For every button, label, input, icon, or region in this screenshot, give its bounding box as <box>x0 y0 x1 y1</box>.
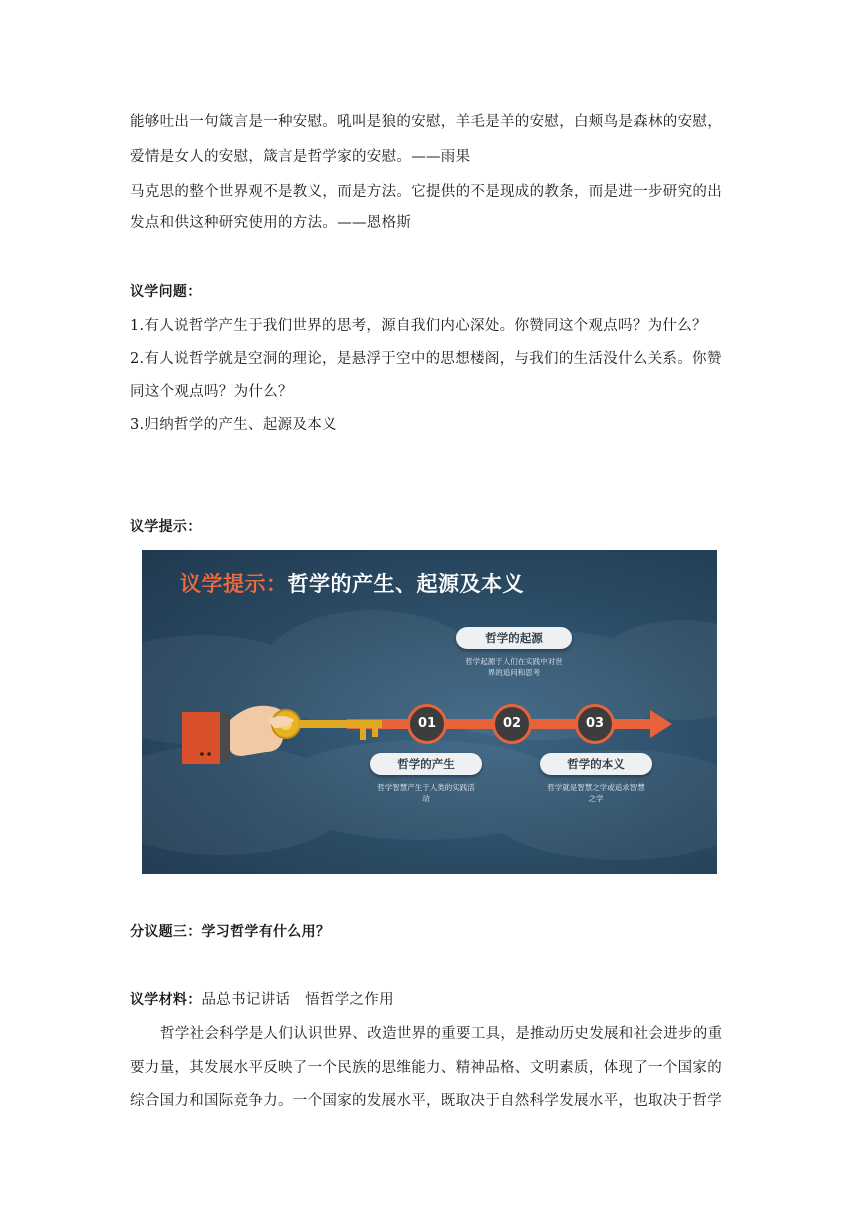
quote-engels-line-2: 发点和供这种研究使用的方法。——恩格斯 <box>130 215 412 231</box>
step-03-circle: 03 <box>575 704 615 744</box>
step-01-circle: 01 <box>407 704 447 744</box>
hand-key-icon <box>182 690 402 770</box>
step-02-label: 哲学的起源 <box>456 627 572 649</box>
material-paragraph-line-2: 要力量，其发展水平反映了一个民族的思维能力、精神品格、文明素质，体现了一个国家的 <box>130 1060 722 1076</box>
question-3: 3.归纳哲学的产生、起源及本义 <box>130 417 337 433</box>
step-02-note-line-1: 哲学起源于人们在实践中对世 <box>465 657 563 666</box>
quote-hugo-line-1: 能够吐出一句箴言是一种安慰。吼叫是狼的安慰，羊毛是羊的安慰，白颊鸟是森林的安慰， <box>130 114 722 130</box>
slide-title-rest: 哲学的产生、起源及本义 <box>287 572 524 596</box>
hint-heading: 议学提示： <box>130 519 202 535</box>
step-02-note <box>438 656 590 678</box>
quote-hugo-line-2: 爱情是女人的安慰，箴言是哲学家的安慰。——雨果 <box>130 149 471 165</box>
hint-slide-image <box>142 550 717 874</box>
step-03-label: 哲学的本义 <box>540 753 652 775</box>
step-01-note-line-2: 动 <box>422 794 430 803</box>
slide-title-highlight: 议学提示： <box>180 572 288 596</box>
question-2-line-1: 2.有人说哲学就是空洞的理论，是悬浮于空中的思想楼阁，与我们的生活没什么关系。你赞 <box>130 351 722 367</box>
material-paragraph-line-3: 综合国力和国际竞争力。一个国家的发展水平，既取决于自然科学发展水平，也取决于哲学 <box>130 1093 722 1109</box>
step-02-circle: 02 <box>492 704 532 744</box>
step-03-note <box>528 782 664 804</box>
step-02-note-line-2: 界的追问和思考 <box>487 668 541 677</box>
step-01-note-line-1: 哲学智慧产生于人类的实践活 <box>377 783 475 792</box>
quote-engels-line-1: 马克思的整个世界观不是教义，而是方法。它提供的不是现成的教条，而是进一步研究的出 <box>130 184 722 200</box>
question-2-line-2: 同这个观点吗？为什么？ <box>130 384 293 400</box>
topic-3-heading: 分议题三：学习哲学有什么用？ <box>130 924 331 940</box>
step-03-note-line-1: 哲学就是智慧之学或追求智慧 <box>547 783 645 792</box>
question-1: 1.有人说哲学产生于我们世界的思考，源自我们内心深处。你赞同这个观点吗？为什么？ <box>130 318 707 334</box>
material-label: 议学材料： <box>130 992 202 1008</box>
material-title: 品总书记讲话 悟哲学之作用 <box>201 992 394 1008</box>
step-03-note-line-2: 之学 <box>588 794 604 803</box>
material-paragraph-line-1: 哲学社会科学是人们认识世界、改造世界的重要工具，是推动历史发展和社会进步的重 <box>160 1026 723 1042</box>
questions-heading: 议学问题： <box>130 284 202 300</box>
step-01-label: 哲学的产生 <box>370 753 482 775</box>
step-01-note <box>358 782 494 804</box>
material-title-line <box>130 990 394 1010</box>
